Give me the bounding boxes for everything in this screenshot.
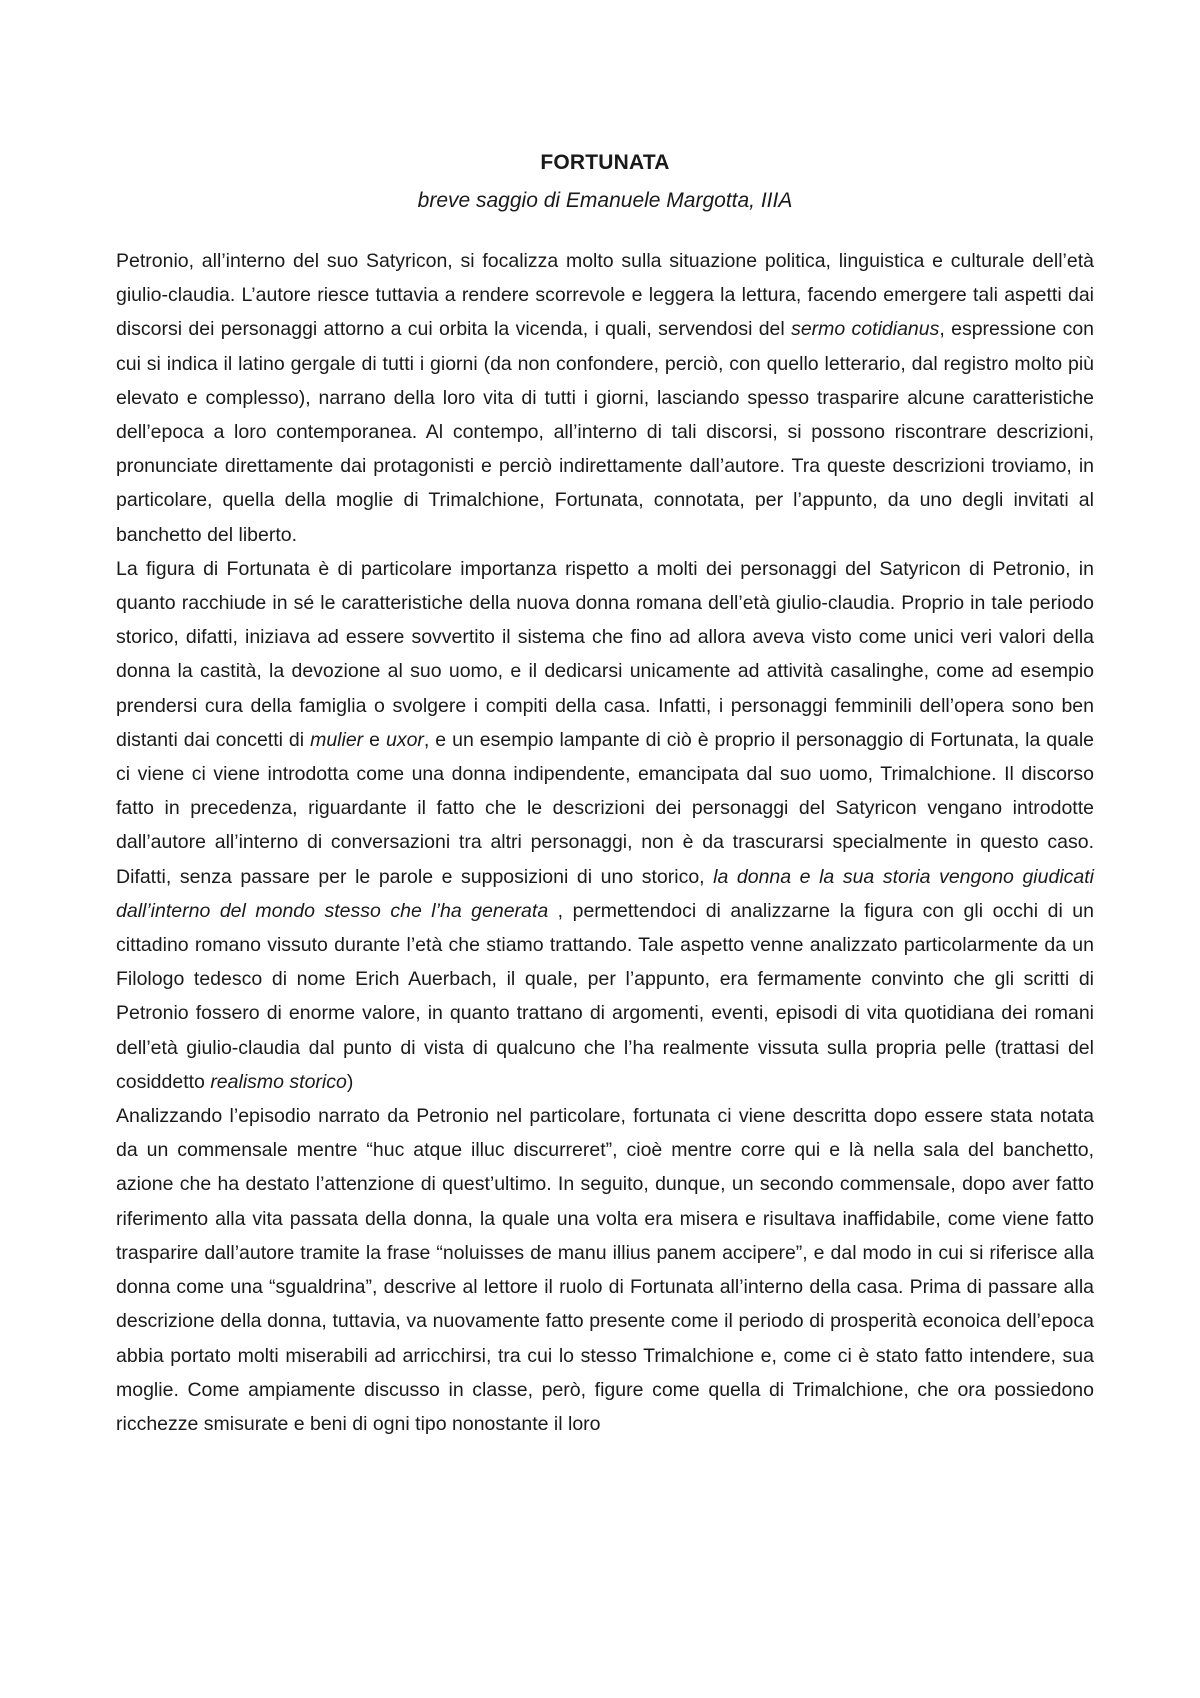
document-body xyxy=(116,244,1094,1441)
italic-text-run: mulier xyxy=(310,728,364,751)
italic-text-run: sermo cotidianus xyxy=(791,318,940,341)
text-run: , permettendoci di analizzarne la figura con gli occhi di un cittadino romano vissuto durante l’età che stiamo trattando. Tale aspetto venne analizzato particolarmente da un Filologo tedesco di nome Erich Auerbach, il quale, per l’appunto, era fermamente convinto che gli scritti di Petronio fossero di enorme valore, in quanto trattano di argomenti, eventi, episodi di vita quotidiana dei romani dell’età giulio-claudia dal punto di vista di qualcuno che l’ha realmente vissuta sulla propria pelle (trattasi del cosiddetto xyxy=(116,899,1094,1093)
document-title: FORTUNATA xyxy=(540,151,670,174)
text-run: ) xyxy=(346,1070,354,1093)
text-run: e xyxy=(363,728,386,751)
body-paragraph xyxy=(116,1099,1094,1441)
body-paragraph xyxy=(116,552,1094,1099)
text-run: Analizzando l’episodio narrato da Petronio nel particolare, fortunata ci viene descritta dopo essere stata notata da un commensale mentre “huc atque illuc discurreret”, cioè mentre corre qui e là nella sala del banchetto, azione che ha destato l’attenzione di quest’ultimo. In seguito, dunque, un secondo commensale, dopo aver fatto riferimento alla vita passata della donna, la quale una volta era misera e risultava inaffidabile, come viene fatto trasparire dall’autore tramite la frase “noluisses de manu illius panem accipere”, e dal modo in cui si riferisce alla donna come una “sgualdrina”, descrive al lettore il ruolo di Fortunata all’interno della casa. Prima di passare alla descrizione della donna, tuttavia, va nuovamente fatto presente come il periodo di prosperità econoica dell’epoca abbia portato molti miserabili ad arricchirsi, tra cui lo stesso Trimalchione e, come ci è stato fatto intendere, sua moglie. Come ampiamente discusso in classe, però, figure come quella di Trimalchione, che ora possiedono ricchezze smisurate e beni di ogni tipo nonostante il loro xyxy=(116,1105,1094,1435)
text-run: La figura di Fortunata è di particolare importanza rispetto a molti dei personaggi del Satyricon di Petronio, in quanto racchiude in sé le caratteristiche della nuova donna romana dell’età giulio-claudia. Proprio in tale periodo storico, difatti, iniziava ad essere sovvertito il sistema che fino ad allora aveva visto come unici veri valori della donna la castità, la devozione al suo uomo, e il dedicarsi unicamente ad attività casalinghe, come ad esempio prendersi cura della famiglia o svolgere i compiti della casa. Infatti, i personaggi femminili dell’opera sono ben distanti dai concetti di xyxy=(116,557,1094,751)
italic-text-run: uxor xyxy=(385,728,424,751)
italic-text-run: la donna e la sua storia vengono giudicati dall’interno del mondo stesso che l’ha generata xyxy=(116,865,1095,922)
document-page xyxy=(116,148,1094,1441)
italic-text-run: realismo storico xyxy=(210,1070,347,1093)
document-subtitle: breve saggio di Emanuele Margotta, IIIA xyxy=(417,189,793,212)
text-run: , espressione con cui si indica il latino gergale di tutti i giorni (da non confondere, perciò, con quello letterario, dal registro molto più elevato e complesso), narrano della loro vita di tutti i giorni, lasciando spesso trasparire alcune caratteristiche dell’epoca a loro contemporanea. Al contempo, all’interno di tali discorsi, si possono riscontrare descrizioni, pronunciate direttamente dai protagonisti e perciò indirettamente dall’autore. Tra queste descrizioni troviamo, in particolare, quella della moglie di Trimalchione, Fortunata, connotata, per l’appunto, da uno degli invitati al banchetto del liberto. xyxy=(116,318,1095,546)
text-run: Petronio, all’interno del suo Satyricon, si focalizza molto sulla situazione politica, linguistica e culturale dell’età giulio-claudia. L’autore riesce tuttavia a rendere scorrevole e leggera la lettura, facendo emergere tali aspetti dai discorsi dei personaggi attorno a cui orbita la vicenda, i quali, servendosi del xyxy=(116,250,1094,341)
text-run: , e un esempio lampante di ciò è proprio il personaggio di Fortunata, la quale ci viene ci viene introdotta come una donna indipendente, emancipata dal suo uomo, Trimalchione. Il discorso fatto in precedenza, riguardante il fatto che le descrizioni dei personaggi del Satyricon vengano introdotte dall’autore all’interno di conversazioni tra altri personaggi, non è da trascurarsi specialmente in questo caso. Difatti, senza passare per le parole e supposizioni di uno storico, xyxy=(116,728,1094,888)
body-paragraph xyxy=(116,244,1094,552)
